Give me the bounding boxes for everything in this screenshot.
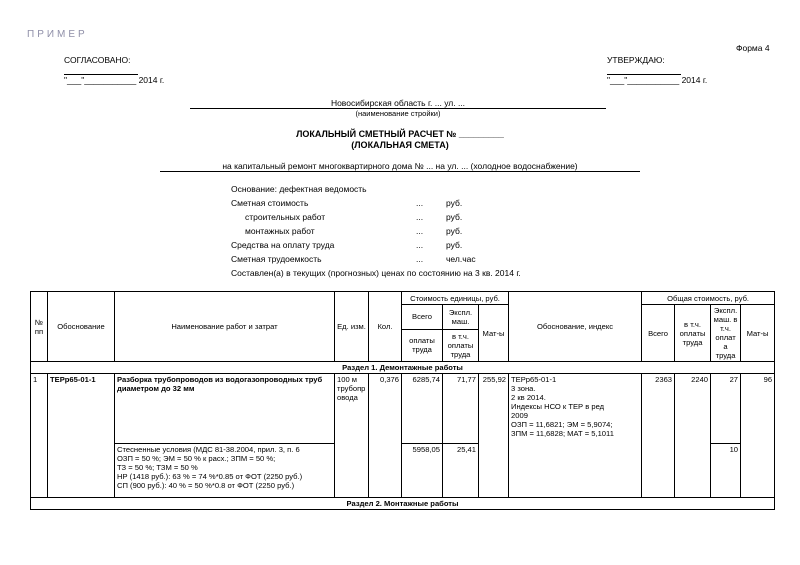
header-unit-cost: Стоимость единицы, руб. [402,292,509,305]
location: Новосибирская область г. ... ул. ... [190,98,606,109]
subject [160,161,640,172]
info-dots: ... [416,254,424,264]
info-dots: ... [416,226,424,236]
info-dots: ... [416,240,424,250]
info-label: монтажных работ [245,226,315,236]
row-mat: 255,92 [479,374,509,498]
approve-label: УТВЕРЖДАЮ: [607,55,665,65]
header-t-expl: Экспл. маш. в т.ч. оплат а труда [711,305,741,362]
index-line: 2009 [511,411,528,420]
location-caption: (наименование стройки) [355,109,441,118]
info-unit: руб. [446,212,463,222]
row-t-expl-labor: 10 [711,444,741,498]
approve-signature-line [607,65,681,75]
header-total: Всего [402,305,443,330]
header-t-labor: в т.ч. оплаты труда [675,305,711,362]
document-title [200,129,600,151]
header-qty: Кол. [369,292,402,362]
index-line: ТЕРр65-01-1 [511,375,557,384]
header-total-cost: Общая стоимость, руб. [642,292,775,305]
agreed-label: СОГЛАСОВАНО: [64,55,131,65]
header-t-total: Всего [642,305,675,362]
info-unit: руб. [446,240,463,250]
header-index: Обоснование, индекс [509,292,642,362]
row-no: 1 [31,374,48,498]
row-qty: 0,376 [369,374,402,498]
row-labor: 5958,05 [402,444,443,498]
header-expl: Экспл. маш. [443,305,479,330]
header-no: № пп [31,292,48,362]
info-label: Сметная стоимость [231,198,309,208]
row-conditions [115,444,335,498]
subject-text: на капитальный ремонт многоквартирного дома № ... на ул. ... (холодное водоснабжение) [160,161,640,172]
info-dots: ... [416,198,424,208]
basis: Основание: дефектная ведомость [231,184,367,194]
info-dots: ... [416,212,424,222]
section-title: Раздел 2. Монтажные работы [31,498,775,510]
header-basis: Обоснование [48,292,115,362]
conditions-line: НР (1418 руб.): 63 % = 74 %*0.85 от ФОТ (2250 руб.) [117,472,303,481]
index-line: ОЗП = 11,6821; ЭМ = 5,9074; [511,420,613,429]
info-row-estimate [231,198,491,208]
conditions-line: СП (900 руб.): 40 % = 50 %*0.8 от ФОТ (2250 руб.) [117,481,295,490]
row-t-total: 2363 [642,374,675,498]
row-unit: 100 м трубопр овода [335,374,369,498]
row-index [509,374,642,498]
row-t-labor: 2240 [675,374,711,498]
info-label: Средства на оплату труда [231,240,335,250]
header-labor: оплаты труда [402,329,443,361]
form-label: Форма 4 [736,43,770,53]
watermark: ПРИМЕР [27,29,88,40]
approve-block [607,55,707,85]
index-line: 3 зона. [511,384,536,393]
index-line: 2 кв 2014. [511,393,546,402]
index-line: Индексы НСО к ТЕР в ред [511,402,605,411]
row-code: ТЕРр65-01-1 [48,374,115,498]
header-t-mat: Мат-ы [741,305,775,362]
row-expl: 71,77 [443,374,479,444]
info-row-labor [231,240,491,250]
title-line2: (ЛОКАЛЬНАЯ СМЕТА) [351,140,449,150]
index-line: ЗПМ = 11,6828; МАТ = 5,1011 [511,429,614,438]
estimate-table [30,291,775,510]
info-row-labor-hours [231,254,491,264]
agreed-signature-line [64,65,138,75]
info-row-construction [231,212,491,222]
info-label: Сметная трудоемкость [231,254,322,264]
title-line1: ЛОКАЛЬНЫЙ СМЕТНЫЙ РАСЧЕТ № _________ [296,129,504,139]
header-name: Наименование работ и затрат [115,292,335,362]
approve-date: "___"___________ 2014 г. [607,75,708,85]
info-row-installation [231,226,491,236]
section-row [31,362,775,374]
conditions-line: Стесненные условия (МДС 81-38.2004, прил. 3, п. 6 [117,445,300,454]
row-expl-labor: 25,41 [443,444,479,498]
location-block [190,98,606,118]
section-row [31,498,775,510]
row-name: Разборка трубопроводов из водогазопроводных труб диаметром до 32 мм [115,374,335,444]
header-unit: Ед. изм. [335,292,369,362]
info-unit: чел.час [446,254,476,264]
section-title: Раздел 1. Демонтажные работы [31,362,775,374]
info-unit: руб. [446,198,463,208]
agreed-block [64,55,164,85]
table-row [31,374,775,444]
compiled-note: Составлен(а) в текущих (прогнозных) ценах по состоянию на 3 кв. 2014 г. [231,268,521,278]
info-label: строительных работ [245,212,326,222]
conditions-line: ТЗ = 50 %; ТЗМ = 50 % [117,463,198,472]
header-expl-labor: в т.ч. оплаты труда [443,329,479,361]
row-t-mat: 96 [741,374,775,498]
row-t-expl: 27 [711,374,741,444]
info-unit: руб. [446,226,463,236]
row-total: 6285,74 [402,374,443,444]
agreed-date: "___"___________ 2014 г. [64,75,165,85]
conditions-line: ОЗП = 50 %; ЭМ = 50 % к расх.; ЗПМ = 50 %; [117,454,276,463]
header-mat: Мат-ы [479,305,509,362]
